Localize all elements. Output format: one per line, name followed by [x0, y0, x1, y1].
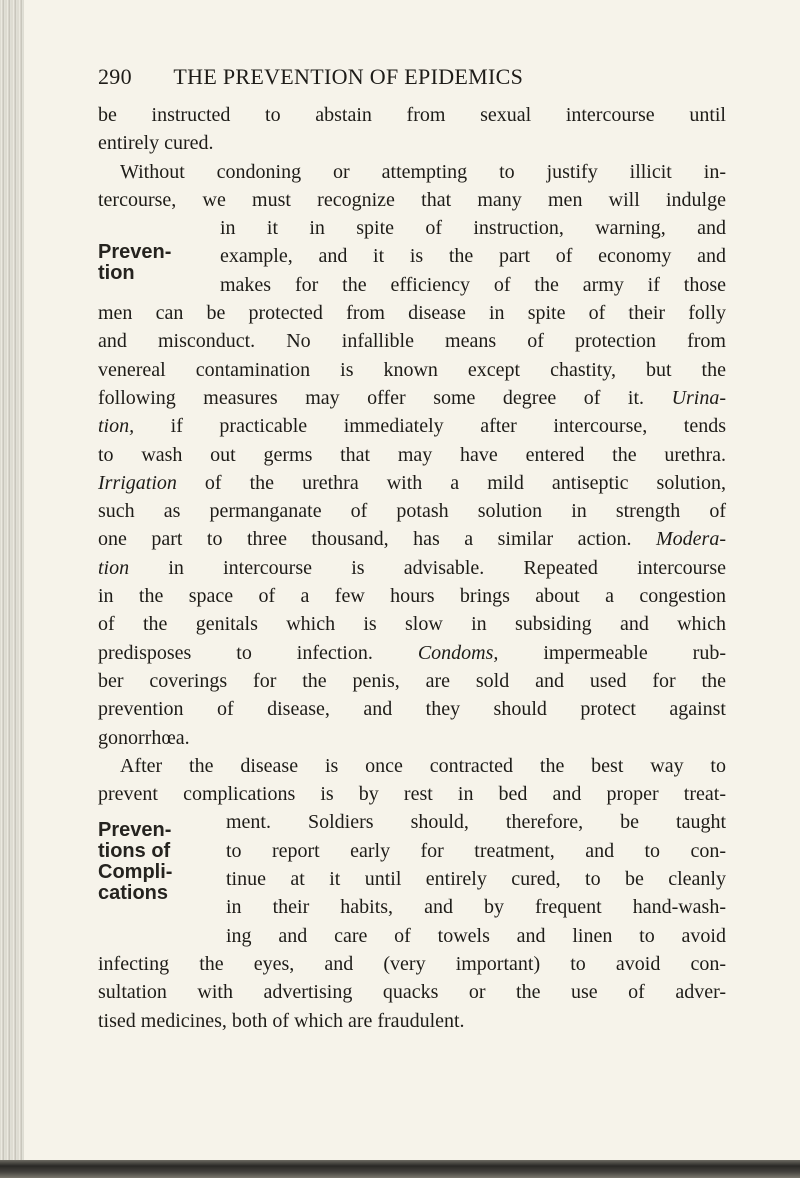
text-line: makes for the efficiency of the army if those — [220, 273, 726, 296]
text-line: sultation with advertising quacks or the use of adver- — [98, 981, 726, 1004]
page-number: 290 — [98, 64, 132, 89]
text-line: of the genitals which is slow in subsiding and which — [98, 613, 726, 636]
sidenote-line: tion — [98, 262, 135, 284]
text-line: infecting the eyes, and (very important) to avoid con- — [98, 952, 726, 975]
italic-term: Irrigation — [98, 471, 177, 494]
text-span: in intercourse is advisable. Repeated intercourse — [129, 556, 726, 579]
running-header — [98, 64, 718, 90]
text-span: following measures may offer some degree of it. — [98, 386, 645, 409]
text-span: one part to three thousand, has a similar action. — [98, 528, 632, 551]
sidenote-line: Compli- — [98, 861, 173, 883]
italic-term: Condoms, — [417, 641, 499, 664]
text-span: impermeable rub- — [498, 641, 726, 664]
scan-bottom-edge — [0, 1160, 800, 1178]
italic-term: Urina- — [671, 386, 727, 409]
text-line: example, and it is the part of economy and — [220, 245, 726, 268]
sidenote-prevention — [98, 242, 171, 284]
sidenote-line: Preven- — [98, 819, 172, 841]
text-span: of the urethra with a mild antiseptic solution, — [176, 471, 726, 494]
text-line: in the space of a few hours brings about a congestion — [98, 585, 726, 608]
text-span: predisposes to infection. — [98, 641, 373, 664]
text-line: tinue at it until entirely cured, to be cleanly — [226, 868, 726, 891]
running-title: THE PREVENTION OF EPIDEMICS — [173, 64, 524, 89]
text-line: ing and care of towels and linen to avoid — [226, 924, 726, 947]
text-line — [98, 639, 726, 667]
text-line: Without condoning or attempting to justify illicit in- — [120, 160, 726, 183]
body-text-block-1 — [98, 101, 726, 1035]
text-line: After the disease is once contracted the best way to — [120, 754, 726, 777]
text-line: ment. Soldiers should, therefore, be taught — [226, 811, 726, 834]
text-line — [98, 554, 726, 582]
sidenote-line: Preven- — [98, 241, 172, 263]
text-line — [98, 469, 726, 497]
text-line: gonorrhœa. — [98, 726, 190, 749]
text-line — [98, 412, 726, 440]
book-gutter — [0, 0, 24, 1178]
text-line — [98, 384, 726, 412]
text-line: prevention of disease, and they should protect against — [98, 698, 726, 721]
text-line: tised medicines, both of which are fraudulent. — [98, 1009, 465, 1032]
sidenote-prevention-of-complications — [98, 820, 172, 904]
italic-term: Modera- — [656, 528, 726, 551]
text-line: in it in spite of instruction, warning, and — [220, 217, 726, 240]
text-line: be instructed to abstain from sexual intercourse until — [98, 104, 726, 126]
text-line: in their habits, and by frequent hand-wash- — [226, 896, 726, 919]
text-line: venereal contamination is known except chastity, but the — [98, 358, 726, 381]
text-line: such as permanganate of potash solution in strength of — [98, 500, 726, 523]
text-line: prevent complications is by rest in bed and proper treat- — [98, 783, 726, 806]
text-line: men can be protected from disease in spite of their folly — [98, 302, 726, 325]
text-span: if practicable immediately after intercourse, tends — [134, 415, 726, 438]
italic-term: tion, — [98, 415, 135, 438]
italic-term: tion — [98, 556, 130, 579]
text-line: and misconduct. No infallible means of protection from — [98, 330, 726, 353]
text-line: tercourse, we must recognize that many men will indulge — [98, 188, 726, 211]
text-line: entirely cured. — [98, 132, 214, 155]
text-line: to report early for treatment, and to con- — [226, 839, 726, 862]
sidenote-line: tions of — [98, 840, 171, 862]
text-line: to wash out germs that may have entered the urethra. — [98, 443, 726, 466]
sidenote-line: cations — [98, 882, 169, 904]
text-line — [98, 525, 726, 553]
text-line: ber coverings for the penis, are sold and used for the — [98, 669, 726, 692]
